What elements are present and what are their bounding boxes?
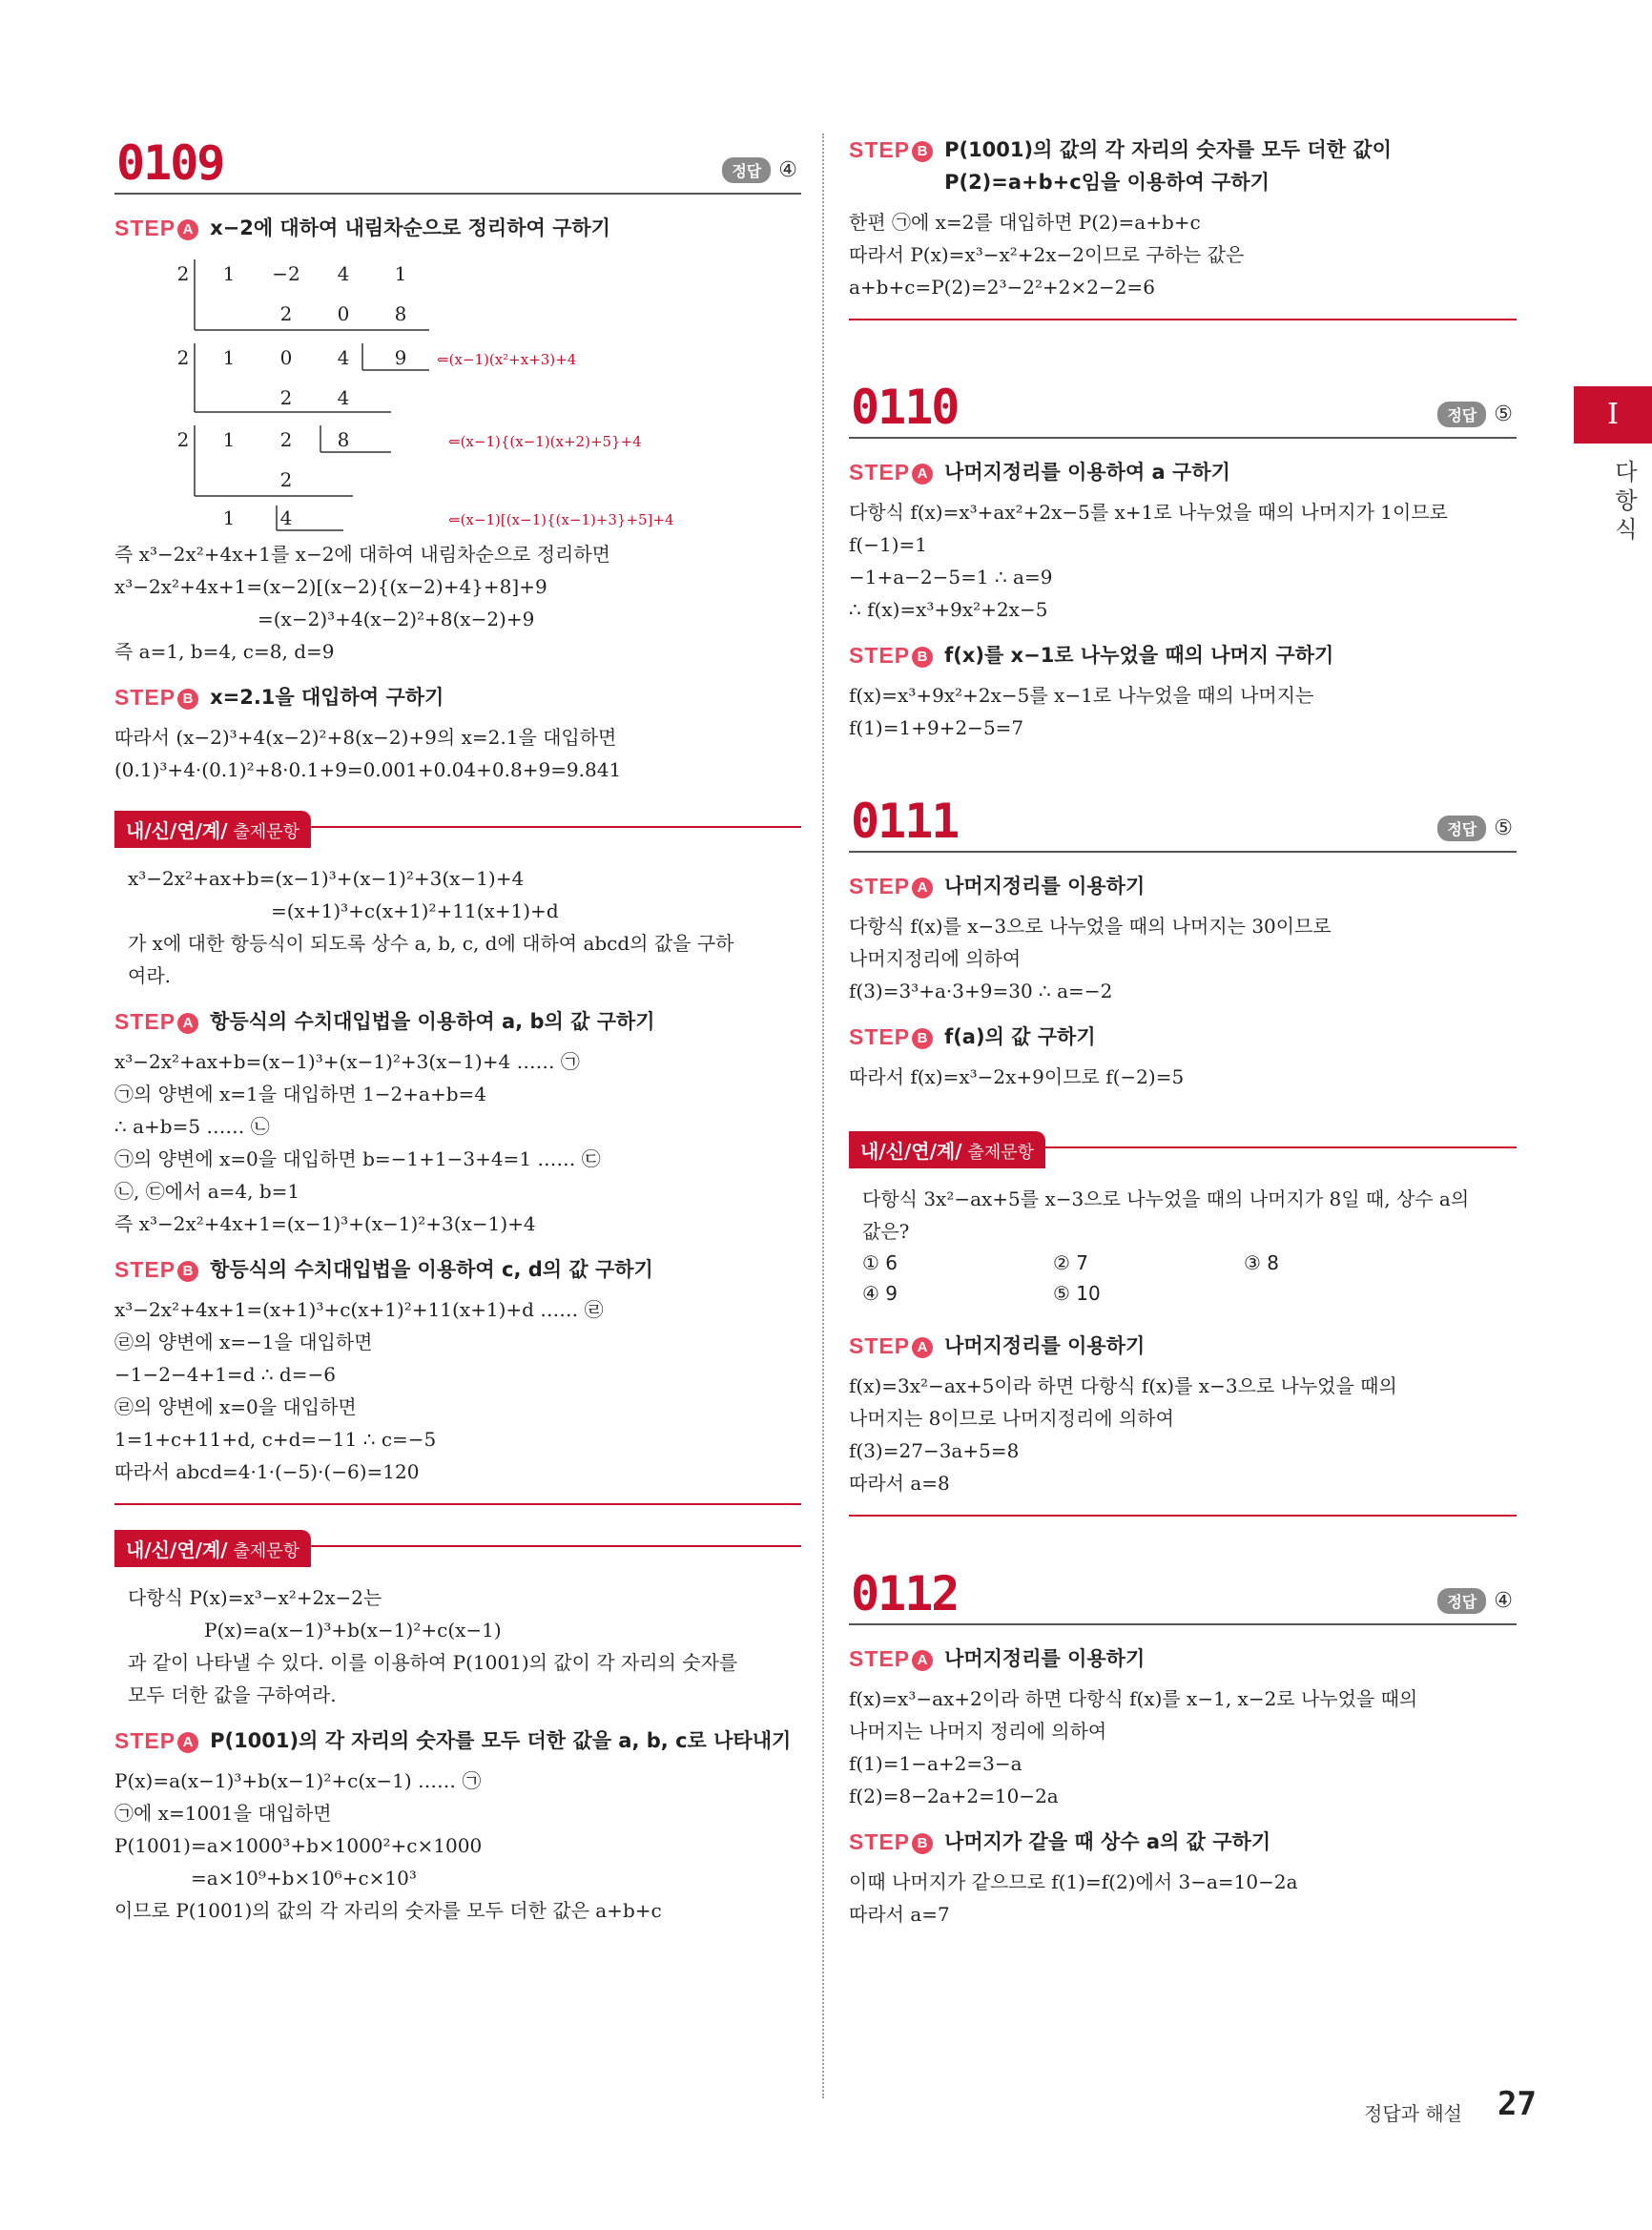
step-a-heading [114, 212, 801, 244]
text-line: =(x+1)³+c(x+1)²+11(x+1)+d [271, 899, 559, 922]
division-cell: 0 [337, 302, 350, 325]
text-line: 나머지는 8이므로 나머지정리에 의하여 [849, 1407, 1174, 1430]
step-a-heading [114, 1005, 801, 1038]
problem-number: 0109 [116, 135, 224, 191]
division-cell: 8 [337, 428, 350, 451]
step-badge: STEP A [849, 456, 933, 488]
text-line: 다항식 P(x)=x³−x²+2x−2는 [128, 1586, 382, 1609]
naesin-problem [849, 1183, 1517, 1248]
step-b-heading [849, 1021, 1517, 1053]
naesin-header [114, 811, 801, 851]
choice-item: ④ 9 [862, 1282, 898, 1305]
text-line: x³−2x²+ax+b=(x−1)³+(x−1)²+3(x−1)+4 [128, 867, 525, 890]
right-column [849, 134, 1517, 1931]
answer-label: 정답 [1437, 402, 1486, 427]
step-title: P(1001)의 각 자리의 숫자를 모두 더한 값을 a, b, c로 나타내기 [210, 1729, 792, 1752]
division-cell: 2 [279, 468, 293, 491]
division-cell: 4 [337, 262, 350, 285]
problem-0112-header [849, 1564, 1517, 1625]
division-note: ⇐(x−1){(x−1)(x+2)+5}+4 [448, 433, 642, 450]
step-title: 나머지정리를 이용하기 [944, 1334, 1146, 1357]
division-cell: 4 [279, 506, 293, 529]
division-cell: 0 [279, 346, 293, 369]
step-badge: STEP B [849, 1826, 933, 1858]
problem-0109-header [114, 134, 801, 195]
page-number: 27 [1497, 2085, 1537, 2123]
text-line: 나머지는 나머지 정리에 의하여 [849, 1720, 1107, 1743]
step-a-heading [849, 1642, 1517, 1675]
text-line: 다항식 f(x)를 x−3으로 나누었을 때의 나머지는 30이므로 [849, 915, 1332, 938]
chapter-title: 다항식 [1615, 459, 1638, 543]
problem-number: 0110 [851, 380, 959, 435]
choice-item: ③ 8 [1244, 1251, 1280, 1274]
division-cell: 1 [222, 506, 236, 529]
step-title: f(a)의 값 구하기 [944, 1025, 1096, 1048]
step-a-heading [114, 1724, 801, 1757]
text-line: f(1)=1−a+2=3−a [849, 1752, 1022, 1775]
text-line: 한편 ㉠에 x=2를 대입하면 P(2)=a+b+c [849, 211, 1201, 234]
choice-item: ② 7 [1053, 1251, 1089, 1274]
naesin-tag: 내/신/연/계/ 출제문항 [849, 1131, 1045, 1168]
text-line: 따라서 f(x)=x³−2x+9이므로 f(−2)=5 [849, 1065, 1185, 1088]
text-line: f(3)=3³+a·3+9=30 ∴ a=−2 [849, 980, 1113, 1002]
step-title: x−2에 대하여 내림차순으로 정리하여 구하기 [210, 217, 610, 239]
division-cell: 2 [176, 346, 190, 369]
text-line: f(−1)=1 [849, 533, 927, 556]
text-line: =(x−2)³+4(x−2)²+8(x−2)+9 [258, 608, 535, 630]
step-badge: STEP B [849, 639, 933, 671]
text-line: 이므로 P(1001)의 값의 각 자리의 숫자를 모두 더한 값은 a+b+c [114, 1899, 662, 1922]
answer-label: 정답 [722, 157, 771, 183]
step-badge: STEP B [849, 1021, 933, 1053]
synthetic-division-lines [195, 259, 429, 530]
text-line: f(1)=1+9+2−5=7 [849, 716, 1024, 739]
division-cell: 1 [222, 262, 236, 285]
text-line: x³−2x²+4x+1=(x−2)[(x−2){(x−2)+4}+8]+9 [114, 575, 547, 598]
step-badge: STEP A [849, 870, 933, 902]
division-cell: 2 [176, 428, 190, 451]
text-line: 즉 a=1, b=4, c=8, d=9 [114, 640, 335, 663]
division-cell: 1 [222, 346, 236, 369]
text-line: x³−2x²+4x+1=(x+1)³+c(x+1)²+11(x+1)+d …… ㉣ [114, 1298, 604, 1321]
text-line: f(x)=3x²−ax+5이라 하면 다항식 f(x)를 x−3으로 나누었을 때의 [849, 1374, 1397, 1397]
text-line: ㉣의 양변에 x=−1을 대입하면 [114, 1331, 373, 1353]
text-line: 나머지정리에 의하여 [849, 947, 1022, 970]
problem-number: 0111 [851, 794, 959, 849]
text-line: f(2)=8−2a+2=10−2a [849, 1785, 1059, 1807]
text-line: f(x)=x³+9x²+2x−5를 x−1로 나누었을 때의 나머지는 [849, 684, 1314, 707]
step-badge: STEP A [114, 1005, 198, 1038]
text-line: 다항식 3x²−ax+5를 x−3으로 나누었을 때의 나머지가 8일 때, 상수 a의 [862, 1187, 1470, 1210]
text-line: 따라서 P(x)=x³−x²+2x−2이므로 구하는 값은 [849, 243, 1245, 266]
step-title: 나머지정리를 이용하기 [944, 875, 1146, 898]
text-line: (0.1)³+4·(0.1)²+8·0.1+9=0.001+0.04+0.8+9=9.841 [114, 758, 622, 781]
choice-item: ⑤ 10 [1053, 1282, 1101, 1305]
division-cell: 1 [394, 262, 407, 285]
step-title: 항등식의 수치대입법을 이용하여 c, d의 값 구하기 [210, 1258, 653, 1281]
text-line: ∴ a+b=5 …… ㉡ [114, 1115, 270, 1138]
division-cell: 4 [337, 386, 350, 409]
text-line: 따라서 a=7 [849, 1903, 950, 1926]
choice-item: ① 6 [862, 1251, 898, 1274]
text-line: 1=1+c+11+d, c+d=−11 ∴ c=−5 [114, 1428, 437, 1451]
division-cell: 2 [279, 302, 293, 325]
red-rule [849, 319, 1517, 320]
text-line: ∴ f(x)=x³+9x²+2x−5 [849, 598, 1048, 621]
step-badge: STEP B [114, 681, 198, 713]
answer-value: ④ [1494, 1589, 1513, 1613]
text-line: f(3)=27−3a+5=8 [849, 1439, 1020, 1462]
naesin-header [849, 1131, 1517, 1171]
synthetic-division-cells [177, 262, 407, 529]
text-line: −1+a−2−5=1 ∴ a=9 [849, 566, 1053, 588]
step-b-heading [849, 1826, 1517, 1858]
step-a-heading [849, 456, 1517, 488]
step-badge: STEP A [849, 1330, 933, 1362]
division-cell: 2 [176, 262, 190, 285]
step-badge: STEP A [114, 212, 198, 244]
text-line: 값은? [862, 1220, 910, 1243]
text-line: 과 같이 나타낼 수 있다. 이를 이용하여 P(1001)의 값이 각 자리의 숫자를 [128, 1651, 738, 1674]
step-b-heading [849, 134, 1517, 198]
text-line: ㉠의 양변에 x=1을 대입하면 1−2+a+b=4 [114, 1083, 487, 1105]
text-line: a+b+c=P(2)=2³−2²+2×2−2=6 [849, 276, 1155, 299]
step-badge: STEP B [849, 134, 933, 166]
division-cell: 9 [394, 346, 407, 369]
division-cell: 2 [279, 386, 293, 409]
text-line: 따라서 (x−2)³+4(x−2)²+8(x−2)+9의 x=2.1을 대입하면 [114, 726, 617, 749]
answer-box [1437, 816, 1513, 841]
text-line: 따라서 abcd=4·1·(−5)·(−6)=120 [114, 1460, 420, 1483]
problem-0110-header [849, 378, 1517, 439]
step-b-heading [114, 1253, 801, 1286]
answer-box [1437, 1588, 1513, 1614]
text-line: P(1001)=a×1000³+b×1000²+c×1000 [114, 1834, 483, 1857]
text-line: ㉠에 x=1001을 대입하면 [114, 1802, 332, 1825]
synthetic-division-notes [437, 351, 674, 528]
division-cell: 2 [279, 428, 293, 451]
step-title: 항등식의 수치대입법을 이용하여 a, b의 값 구하기 [210, 1010, 655, 1033]
division-cell: 8 [394, 302, 407, 325]
chapter-tab: I [1574, 386, 1652, 444]
naesin-tag: 내/신/연/계/ 출제문항 [114, 811, 311, 848]
text-line: ㉣의 양변에 x=0을 대입하면 [114, 1395, 357, 1418]
step-title: x=2.1을 대입하여 구하기 [210, 686, 444, 709]
step-badge: STEP B [114, 1253, 198, 1286]
naesin-problem [114, 1581, 801, 1711]
step-a-heading [849, 1330, 1517, 1362]
text-line: 다항식 f(x)=x³+ax²+2x−5를 x+1로 나누었을 때의 나머지가 1이므로 [849, 501, 1448, 524]
answer-choices [849, 1248, 1517, 1309]
text-line: =a×10⁹+b×10⁶+c×10³ [191, 1867, 417, 1889]
answer-box [1437, 402, 1513, 427]
text-line: 여라. [128, 964, 171, 987]
step-badge: STEP A [114, 1724, 198, 1757]
problem-number: 0112 [851, 1566, 959, 1621]
answer-box [722, 157, 797, 183]
division-cell: 4 [337, 346, 350, 369]
answer-label: 정답 [1437, 816, 1486, 841]
step-title: 나머지정리를 이용하여 a 구하기 [944, 461, 1230, 484]
synthetic-division-diagram [114, 252, 801, 538]
step-title: f(x)를 x−1로 나누었을 때의 나머지 구하기 [944, 644, 1334, 667]
text-line: 이때 나머지가 같으므로 f(1)=f(2)에서 3−a=10−2a [849, 1870, 1298, 1893]
text-line: P(x)=a(x−1)³+b(x−1)²+c(x−1) …… ㉠ [114, 1769, 482, 1792]
text-line: 따라서 a=8 [849, 1472, 950, 1495]
division-cell: −2 [272, 262, 300, 285]
text-line: f(x)=x³−ax+2이라 하면 다항식 f(x)를 x−1, x−2로 나누었을 때의 [849, 1687, 1418, 1710]
text-line: P(x)=a(x−1)³+b(x−1)²+c(x−1) [204, 1619, 502, 1642]
text-line: ㉠의 양변에 x=0을 대입하면 b=−1+1−3+4=1 …… ㉢ [114, 1147, 601, 1170]
answer-value: ⑤ [1494, 816, 1513, 840]
answer-value: ⑤ [1494, 403, 1513, 426]
red-rule [849, 1515, 1517, 1517]
division-note: ⇐(x−1)(x²+x+3)+4 [437, 351, 577, 368]
text-line: x³−2x²+ax+b=(x−1)³+(x−1)²+3(x−1)+4 …… ㉠ [114, 1050, 580, 1073]
answer-label: 정답 [1437, 1588, 1486, 1614]
step-b-heading [114, 681, 801, 713]
left-column [114, 134, 801, 1927]
step-title: 나머지가 같을 때 상수 a의 값 구하기 [944, 1830, 1271, 1853]
text-line: 모두 더한 값을 구하여라. [128, 1683, 337, 1706]
text-line: 즉 x³−2x²+4x+1를 x−2에 대하여 내림차순으로 정리하면 [114, 543, 610, 566]
naesin-problem [114, 862, 801, 992]
step-a-heading [849, 870, 1517, 902]
step-b-heading [849, 639, 1517, 671]
text-line: 가 x에 대한 항등식이 되도록 상수 a, b, c, d에 대하여 abcd의 값을 구하 [128, 932, 734, 955]
answer-value: ④ [778, 158, 797, 182]
division-note: ⇐(x−1)[(x−1){(x−1)+3}+5]+4 [448, 511, 674, 528]
red-rule [114, 1503, 801, 1505]
text-line: 즉 x³−2x²+4x+1=(x−1)³+(x−1)²+3(x−1)+4 [114, 1212, 536, 1235]
text-line: ㉡, ㉢에서 a=4, b=1 [114, 1180, 300, 1203]
column-divider [822, 134, 824, 2098]
problem-0111-header [849, 792, 1517, 853]
footer-label: 정답과 해설 [1364, 2102, 1462, 2125]
naesin-header [114, 1530, 801, 1570]
text-line: −1−2−4+1=d ∴ d=−6 [114, 1363, 336, 1386]
division-cell: 1 [222, 428, 236, 451]
step-title: 나머지정리를 이용하기 [944, 1647, 1146, 1670]
step-badge: STEP A [849, 1642, 933, 1675]
naesin-tag: 내/신/연/계/ 출제문항 [114, 1530, 311, 1567]
step-title: P(1001)의 값의 각 자리의 숫자를 모두 더한 값이 P(2)=a+b+c임을 이용하여 구하기 [944, 138, 1392, 194]
